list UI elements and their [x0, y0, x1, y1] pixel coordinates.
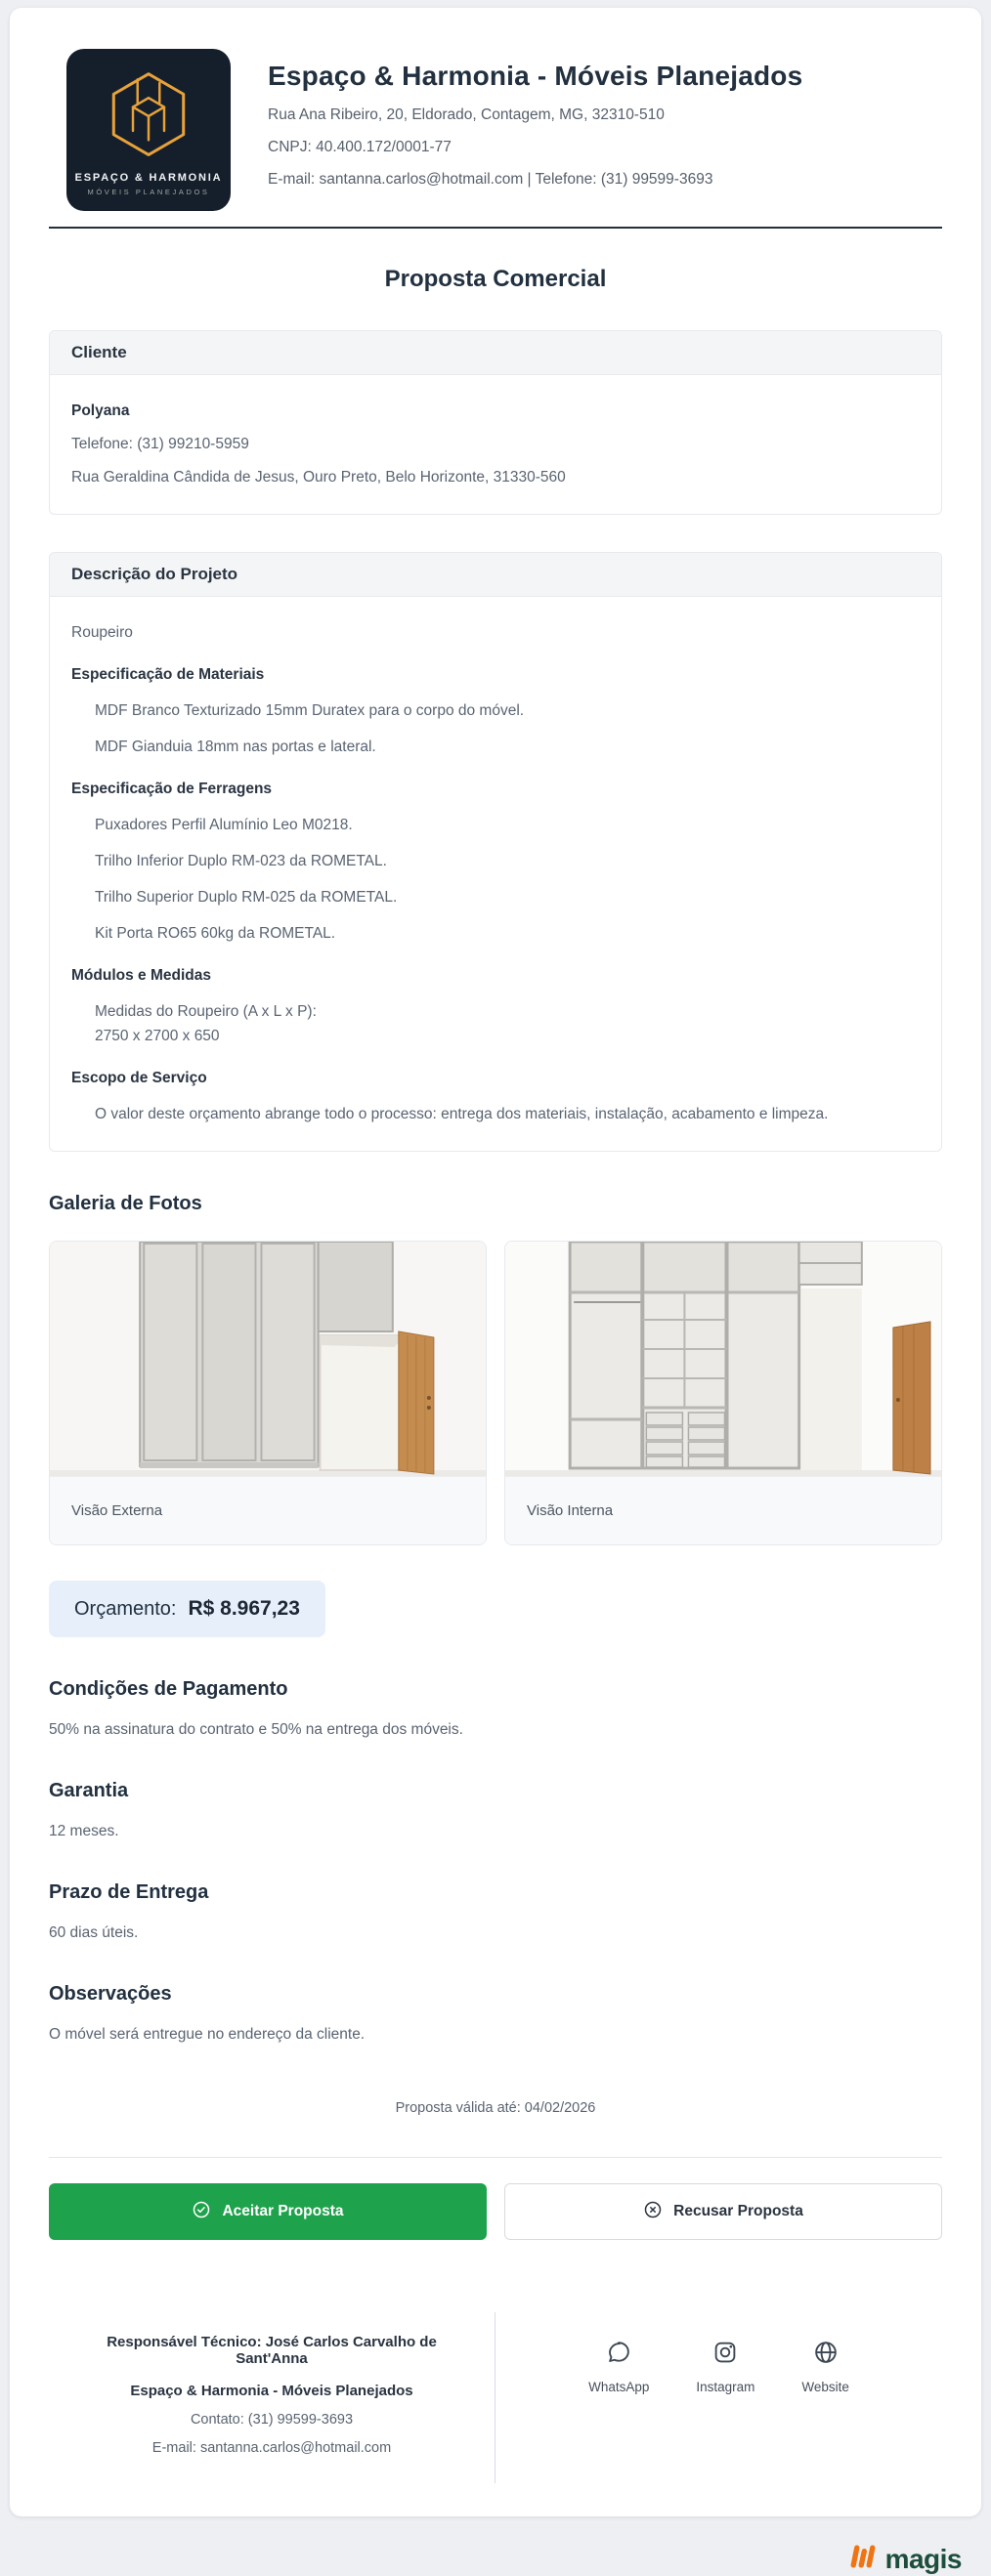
block-item: Puxadores Perfil Alumínio Leo M0218. [95, 817, 353, 833]
section-notes [49, 1983, 942, 2044]
magis-mark-icon [847, 2542, 879, 2576]
section-delivery [49, 1881, 942, 1942]
block-heading: Módulos e Medidas [71, 967, 211, 984]
section-text: 12 meses. [49, 1823, 119, 1839]
company-cnpj: CNPJ: 40.400.172/0001-77 [268, 139, 452, 155]
whatsapp-link[interactable] [588, 2338, 649, 2394]
project-block-hardware [71, 781, 920, 943]
project-block-measures [71, 967, 920, 1045]
header-divider [49, 227, 942, 229]
section-title: Observações [49, 1983, 172, 2005]
footer [49, 2293, 942, 2483]
company-header [49, 33, 942, 211]
hexagon-cube-logo-icon [103, 69, 194, 166]
logo-text-line2: MÓVEIS PLANEJADOS [87, 188, 210, 196]
company-contact: E-mail: santanna.carlos@hotmail.com | Telefone: (31) 99599-3693 [268, 171, 713, 188]
block-item: 2750 x 2700 x 650 [95, 1028, 220, 1044]
magis-logo-text: magis [884, 2543, 962, 2574]
footer-email: E-mail: santanna.carlos@hotmail.com [151, 2440, 392, 2456]
budget-badge [49, 1581, 325, 1637]
company-address: Rua Ana Ribeiro, 20, Eldorado, Contagem, MG, 32310-510 [268, 106, 665, 123]
photo-caption: Visão Interna [505, 1476, 941, 1544]
magis-branding-row [0, 2516, 991, 2576]
company-name: Espaço & Harmonia - Móveis Planejados [268, 61, 803, 91]
section-text: O móvel será entregue no endereço da cliente. [49, 2026, 366, 2043]
client-phone: Telefone: (31) 99210-5959 [71, 436, 249, 452]
section-payment [49, 1678, 942, 1739]
website-link[interactable] [801, 2338, 849, 2394]
decline-proposal-label: Recusar Proposta [673, 2203, 803, 2219]
project-intro: Roupeiro [71, 624, 133, 641]
section-title: Prazo de Entrega [49, 1881, 209, 1903]
footer-company: Espaço & Harmonia - Móveis Planejados [130, 2383, 413, 2399]
wardrobe-exterior-illustration [50, 1242, 486, 1476]
section-text: 60 dias úteis. [49, 1924, 139, 1941]
gallery-title: Galeria de Fotos [49, 1193, 202, 1214]
company-logo [66, 49, 231, 211]
block-item: MDF Branco Texturizado 15mm Duratex para o corpo do móvel. [95, 702, 525, 719]
footer-social-block [496, 2312, 942, 2483]
client-section-title: Cliente [50, 331, 941, 375]
check-circle-icon [192, 2200, 211, 2224]
photo-card-interior[interactable] [504, 1241, 942, 1545]
x-circle-icon [643, 2200, 663, 2224]
instagram-label: Instagram [696, 2380, 755, 2394]
project-section-title: Descrição do Projeto [50, 553, 941, 597]
block-heading: Especificação de Ferragens [71, 781, 273, 797]
decline-proposal-button[interactable] [504, 2183, 942, 2240]
company-info [268, 49, 802, 189]
block-item: O valor deste orçamento abrange todo o processo: entrega dos materiais, instalação, acabamento e limpeza. [95, 1106, 829, 1122]
block-item: MDF Gianduia 18mm nas portas e lateral. [95, 739, 376, 755]
photo-caption: Visão Externa [50, 1476, 486, 1544]
photo-card-exterior[interactable] [49, 1241, 487, 1545]
wardrobe-interior-illustration [505, 1242, 941, 1476]
whatsapp-icon [604, 2338, 633, 2372]
footer-responsible: Responsável Técnico: José Carlos Carvalho de Sant'Anna [107, 2334, 437, 2367]
magis-logo[interactable] [847, 2542, 962, 2576]
action-buttons [49, 2183, 942, 2240]
footer-contact-block [49, 2312, 496, 2483]
project-section [49, 552, 942, 1152]
validity-note: Proposta válida até: 04/02/2026 [395, 2100, 596, 2116]
section-title: Condições de Pagamento [49, 1678, 288, 1700]
block-heading: Especificação de Materiais [71, 666, 265, 683]
logo-text-line1: ESPAÇO & HARMONIA [74, 172, 223, 184]
project-block-materials [71, 666, 920, 756]
page-title: Proposta Comercial [384, 266, 607, 292]
section-text: 50% na assinatura do contrato e 50% na entrega dos móveis. [49, 1721, 463, 1738]
section-warranty [49, 1780, 942, 1840]
proposal-card [10, 8, 981, 2516]
globe-icon [811, 2338, 840, 2372]
block-item: Trilho Superior Duplo RM-025 da ROMETAL. [95, 889, 398, 906]
block-heading: Escopo de Serviço [71, 1070, 207, 1086]
divider [49, 2157, 942, 2158]
photo-gallery [49, 1241, 942, 1545]
accept-proposal-label: Aceitar Proposta [222, 2203, 344, 2219]
footer-phone: Contato: (31) 99599-3693 [190, 2412, 354, 2428]
client-section [49, 330, 942, 515]
instagram-icon [711, 2338, 740, 2372]
block-item: Kit Porta RO65 60kg da ROMETAL. [95, 925, 336, 942]
client-address: Rua Geraldina Cândida de Jesus, Ouro Preto, Belo Horizonte, 31330-560 [71, 469, 566, 486]
client-name: Polyana [71, 402, 130, 419]
block-item: Medidas do Roupeiro (A x L x P): [95, 1003, 317, 1020]
accept-proposal-button[interactable] [49, 2183, 487, 2240]
budget-value: R$ 8.967,23 [188, 1597, 300, 1620]
project-block-scope [71, 1070, 920, 1123]
section-title: Garantia [49, 1780, 129, 1801]
budget-label: Orçamento: [74, 1597, 177, 1620]
instagram-link[interactable] [696, 2338, 754, 2394]
website-label: Website [801, 2380, 849, 2394]
block-item: Trilho Inferior Duplo RM-023 da ROMETAL. [95, 853, 387, 869]
whatsapp-label: WhatsApp [588, 2380, 650, 2394]
